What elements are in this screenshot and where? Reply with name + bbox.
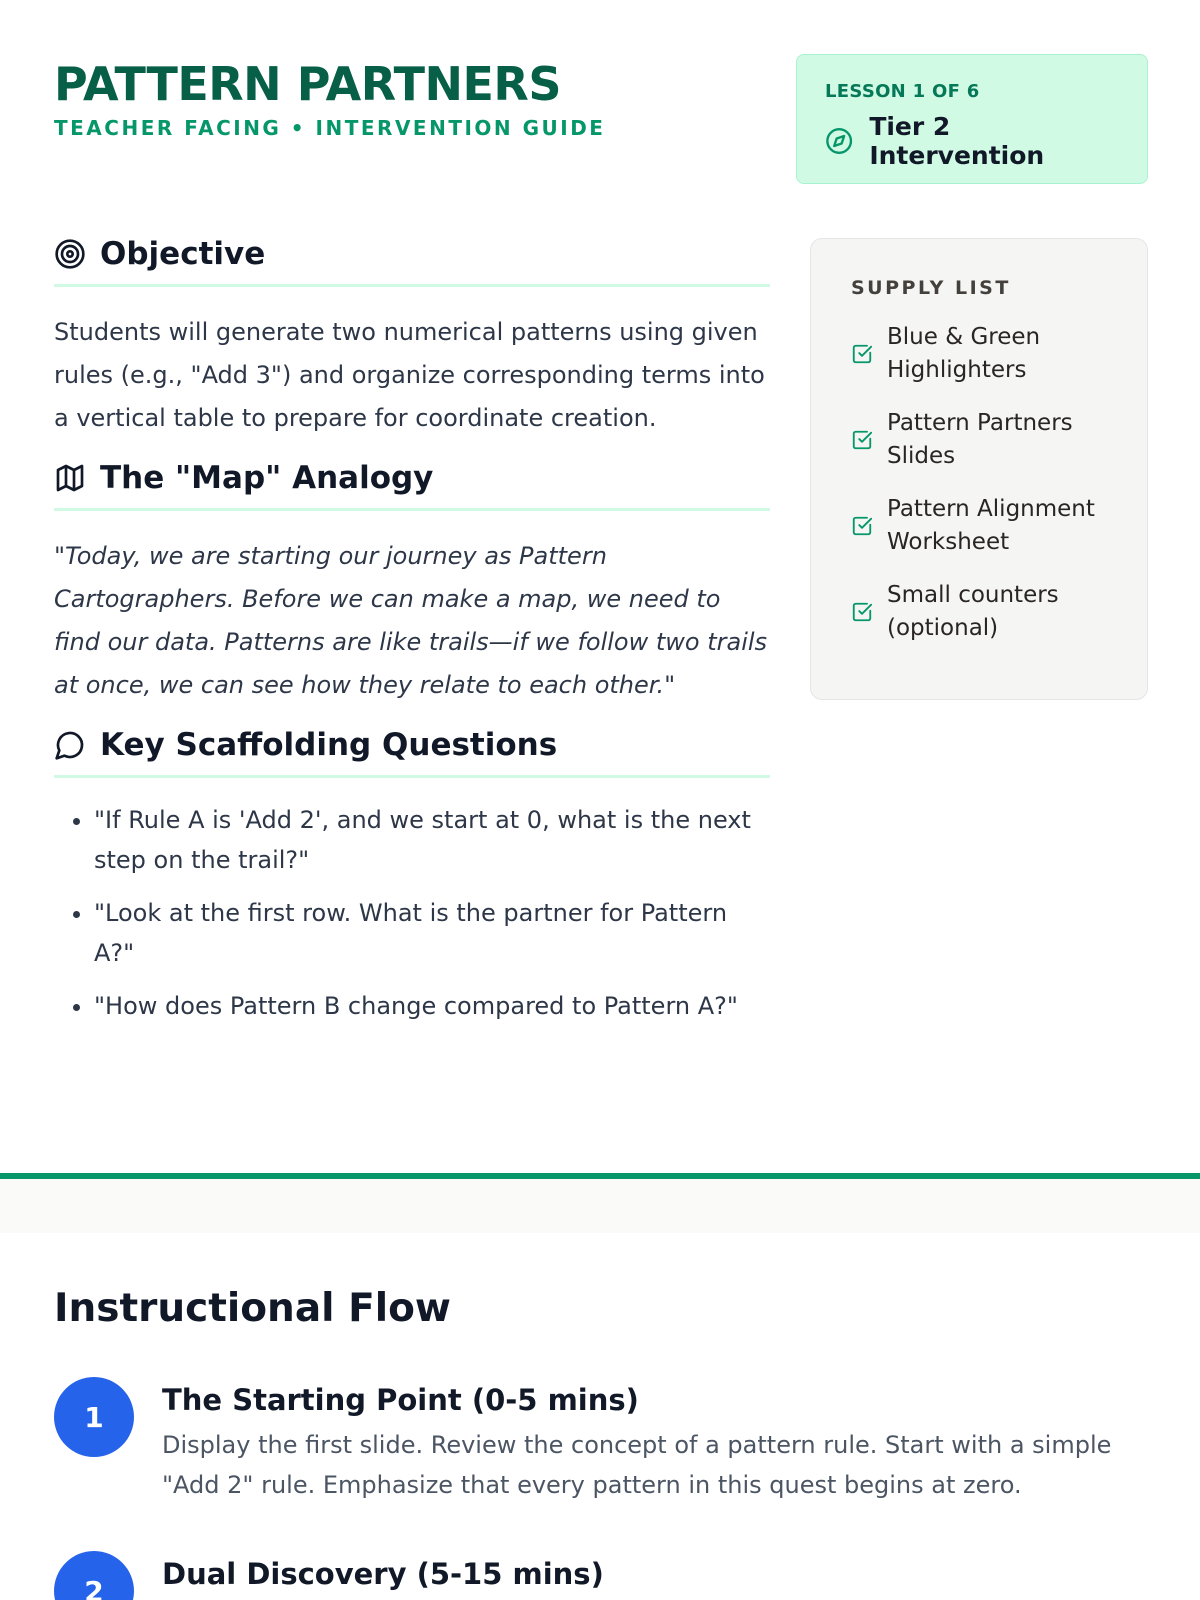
checkbox-icon	[851, 515, 873, 537]
tier-label: Tier 2 Intervention	[869, 112, 1045, 170]
supply-item	[851, 407, 1117, 473]
checkbox-icon	[851, 601, 873, 623]
flow-step	[54, 1551, 1154, 1600]
questions-section	[54, 727, 770, 1026]
supply-item	[851, 493, 1117, 559]
analogy-section	[54, 460, 770, 707]
page-title: PATTERN PARTNERS	[54, 57, 561, 111]
page-header	[54, 56, 605, 140]
questions-heading: Key Scaffolding Questions	[100, 727, 558, 763]
supply-list-card	[810, 238, 1148, 700]
flow-step	[54, 1377, 1154, 1505]
objective-heading: Objective	[100, 236, 266, 272]
flow-title: Instructional Flow	[54, 1286, 451, 1331]
compass-icon	[825, 126, 853, 156]
supply-item	[851, 579, 1117, 645]
supply-list-title: SUPPLY LIST	[851, 277, 1011, 299]
step-number: 1	[54, 1377, 134, 1457]
target-icon	[54, 238, 86, 270]
question-item: • "If Rule A is 'Add 2', and we start at 0, what is the next step on the trail?"	[94, 800, 770, 880]
objective-text: Students will generate two numerical patterns using given rules (e.g., "Add 3") and organize corresponding terms into a vertical table to prepare for coordinate creation.	[54, 318, 765, 432]
map-icon	[54, 462, 86, 494]
page-subtitle: TEACHER FACING • INTERVENTION GUIDE	[54, 116, 606, 140]
supply-item	[851, 321, 1117, 387]
step-number: 2	[54, 1551, 134, 1600]
step-title: Dual Discovery (5-15 mins)	[162, 1557, 604, 1591]
analogy-heading: The "Map" Analogy	[100, 460, 434, 496]
questions-list	[54, 800, 770, 1026]
supply-item-label: Small counters (optional)	[887, 582, 1059, 641]
checkbox-icon	[851, 429, 873, 451]
checkbox-icon	[851, 343, 873, 365]
supply-item-label: Pattern Alignment Worksheet	[887, 496, 1095, 555]
lesson-badge	[796, 54, 1148, 184]
lesson-number: LESSON 1 OF 6	[825, 81, 980, 102]
supply-item-label: Pattern Partners Slides	[887, 410, 1073, 469]
step-description: Display the first slide. Review the concept of a pattern rule. Start with a simple "Add 2" rule. Emphasize that every pattern in this quest begins at zero.	[162, 1431, 1112, 1499]
objective-section	[54, 236, 770, 440]
question-item: • "How does Pattern B change compared to Pattern A?"	[94, 986, 770, 1026]
main-content	[54, 236, 770, 1046]
supply-item-label: Blue & Green Highlighters	[887, 324, 1041, 383]
chat-icon	[54, 729, 86, 761]
analogy-quote: "Today, we are starting our journey as Pattern Cartographers. Before we can make a map, we need to find our data. Patterns are like trails—if we follow two trails at once, we can see how they relate to each other."	[54, 542, 768, 699]
question-item: • "Look at the first row. What is the partner for Pattern A?"	[94, 893, 770, 973]
step-title: The Starting Point (0-5 mins)	[162, 1383, 639, 1417]
instructional-flow	[54, 1286, 1154, 1600]
divider-band	[0, 1179, 1200, 1233]
